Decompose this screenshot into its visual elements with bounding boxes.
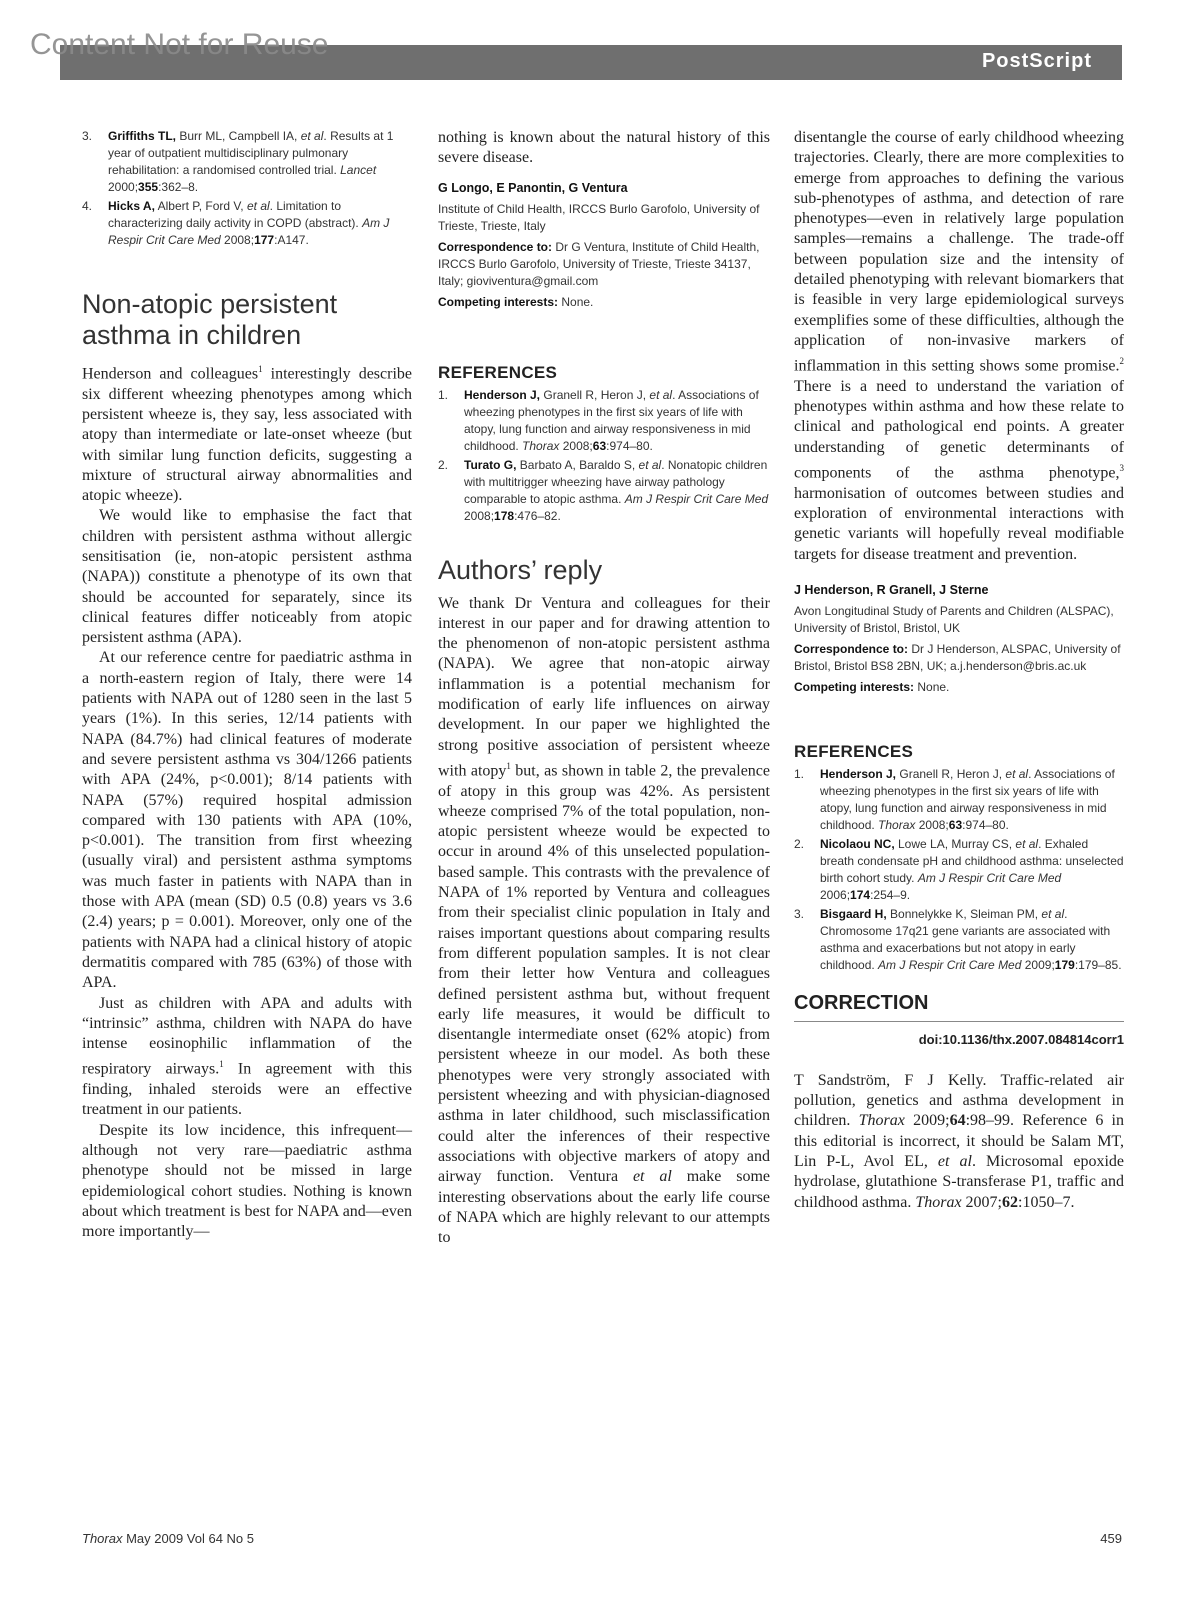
- ref-journal: Lancet: [340, 163, 377, 177]
- correspondence: [794, 641, 1124, 675]
- citation-sup: 1: [506, 760, 511, 771]
- competing-interests-text: None.: [914, 679, 950, 694]
- correspondence-label: Correspondence to:: [794, 641, 909, 656]
- text: make some interesting observations about the early life course of NAPA which are highly relevant to our attempts to: [438, 1168, 770, 1247]
- ref-text: . Associations of wheezing phenotypes in the first six years of life with atopy, lung function and airway responsiveness in mid childhood.: [464, 387, 759, 453]
- text: :98–99. Reference 6 in this editorial is incorrect, it should be Salam MT, Lin P-L, Avol EL,: [794, 1112, 1124, 1171]
- body-paragraph: At our reference centre for paediatric asthma in a north-eastern region of Italy, there were 14 patients with NAPA out of 1280 seen in the last 5 years (1%). In this series, 12/14 patients with NAPA (84.7%) had clinical features of moderate and severe persistent asthma vs 304/1266 patients with APA (24%, p<0.001); 8/14 patients with NAPA (57%) required hospital admission compared with 130 patients with APA (10%, p<0.001). The transition from first wheezing (usually viral) and persistent asthma symptoms was much faster in patients with NAPA than in those with APA (mean (SD) 0.5 (0.8) years vs 3.6 (2.4) years; p = 0.001). Moreover, only one of the patients with NAPA had a clinical history of atopic dermatitis compared with 785 (63%) of those with APA.: [82, 649, 412, 992]
- ref-author: Nicolaou NC,: [820, 836, 895, 851]
- ref-volume: 63: [592, 438, 607, 453]
- text: :1050–7.: [1018, 1193, 1075, 1211]
- correspondence: [438, 239, 770, 290]
- text: . Microsomal epoxide hydrolase, glutathione S-transferase P1, traffic and childhood asthma.: [794, 1153, 1124, 1211]
- section-label: PostScript: [981, 50, 1092, 72]
- reference-item: [438, 457, 770, 525]
- reference-list-top: [82, 128, 412, 249]
- ref-number: 2.: [794, 836, 805, 851]
- ref-journal: Am J Respir Crit Care Med: [878, 957, 1022, 972]
- ref-year: 2008;: [464, 508, 495, 523]
- ref-number: 4.: [82, 199, 93, 213]
- ref-author: Hicks A,: [108, 199, 155, 213]
- ref-volume: 355: [138, 180, 159, 194]
- ref-text: . Results at 1 year of outpatient multidisciplinary pulmonary rehabilitation: a randomised controlled trial.: [108, 129, 394, 177]
- author-affiliation: Institute of Child Health, IRCCS Burlo Garofolo, University of Trieste, Trieste, Italy: [438, 201, 760, 233]
- ref-volume: 178: [494, 508, 515, 523]
- ref-text: Burr ML, Campbell IA,: [176, 129, 301, 143]
- ref-number: 1.: [794, 766, 805, 781]
- correction-text: [794, 1071, 1124, 1213]
- footer-journal-info: [82, 1531, 254, 1546]
- journal-name: Thorax: [915, 1193, 962, 1211]
- ref-text: . Exhaled breath condensate pH and childhood asthma: unselected birth cohort study.: [820, 836, 1124, 885]
- body-paragraph: Despite its low incidence, this infrequent—although not very rare—paediatric asthma phenotype should not be missed in large epidemiological cohort studies. Nothing is known about which treatment is best for NAPA and—even more importantly—: [82, 1121, 412, 1241]
- footer-issue: May 2009 Vol 64 No 5: [122, 1531, 254, 1546]
- page-number: 459: [1100, 1531, 1122, 1546]
- ref-number: 3.: [794, 906, 805, 921]
- ref-year: 2008;: [915, 817, 949, 832]
- reference-list: [794, 766, 1124, 974]
- ref-number: 3.: [82, 129, 93, 143]
- reference-item: [794, 766, 1124, 834]
- volume: 62: [1002, 1193, 1018, 1211]
- competing-interests-label: Competing interests:: [794, 679, 915, 694]
- citation-sup: 1: [258, 364, 263, 374]
- references-heading: REFERENCES: [438, 362, 558, 382]
- letter-title: Non-atopic persistent asthma in children: [82, 289, 338, 350]
- ref-etal: et al: [649, 387, 673, 402]
- ref-text: . Chromosome 17q21 gene variants are associated with asthma and exacerbations but not atopy in early childhood.: [820, 906, 1111, 972]
- column-3: [794, 128, 1124, 1213]
- ref-author: Henderson J,: [464, 387, 541, 402]
- correction-heading: CORRECTION: [794, 992, 1124, 1022]
- ref-etal: et al: [638, 457, 662, 472]
- letter-authors: G Longo, E Panontin, G Ventura: [438, 180, 628, 195]
- ref-pages: :179–85.: [1074, 957, 1122, 972]
- text: T Sandström, F J Kelly. Traffic-related air pollution, genetics and asthma development in children.: [794, 1071, 1124, 1130]
- ref-author: Turato G,: [464, 457, 517, 472]
- correspondence-label: Correspondence to:: [438, 239, 553, 254]
- ref-number: 2.: [438, 457, 449, 472]
- ref-text: Granell R, Heron J,: [540, 387, 650, 402]
- watermark: Content Not for Reuse: [30, 28, 329, 61]
- correspondence-text: Dr J Henderson, ALSPAC, University of Bristol, Bristol BS8 2BN, UK; a.j.henderson@bris.ac.uk: [794, 641, 1121, 673]
- text: We thank Dr Ventura and colleagues for their interest in our paper and for drawing attention to the phenomenon of non-atopic persistent asthma (NAPA). We agree that non-atopic airway inflammation is a potential mechanism for modification of early life influences on airway development. In our paper we highlighted the strong positive association of persistent wheeze with atopy: [438, 594, 770, 780]
- column-2: [438, 128, 770, 1248]
- ref-journal: Am J Respir Crit Care Med: [624, 491, 769, 506]
- ref-etal: et al: [1041, 906, 1065, 921]
- text: 2007;: [961, 1193, 1002, 1211]
- citation-sup: 3: [1119, 463, 1124, 474]
- text: In agreement with this finding, inhaled steroids were an effective treatment in our patients.: [82, 1060, 413, 1119]
- ref-pages: :254–9.: [870, 887, 911, 902]
- ref-year: 2008;: [559, 438, 593, 453]
- ref-journal: Am J Respir Crit Care Med: [108, 216, 390, 247]
- ref-volume: 177: [254, 233, 275, 247]
- ref-text: Barbato A, Baraldo S,: [516, 457, 639, 472]
- text: interestingly describe six different wheezing phenotypes among which persistent wheeze is, they say, less associated with atopy than intermediate or late-onset wheeze (but with similar lung function deficits, suggesting a mixture of structural airway abnormalities and atopic wheeze).: [82, 365, 412, 505]
- ref-journal: Thorax: [878, 817, 916, 832]
- reference-item: [794, 836, 1124, 904]
- text: 2009;: [904, 1112, 950, 1130]
- text: Just as children with APA and adults with “intrinsic” asthma, children with NAPA do have intense eosinophilic inflammation of the respiratory airways.: [82, 994, 412, 1078]
- ref-year: 2000;: [108, 180, 139, 194]
- reply-authors: J Henderson, R Granell, J Sterne: [794, 582, 989, 597]
- ref-text: . Nonatopic children with multitrigger wheezing have airway pathology comparable to atopic asthma.: [464, 457, 768, 506]
- text: There is a need to understand the variation of phenotypes within asthma and how these relate to clinical and pathological end points. A greater understanding of genetic determinants of components of the asthma phenotype,: [794, 377, 1124, 482]
- text-etal: et al: [937, 1153, 972, 1171]
- ref-text: Bonnelykke K, Sleiman PM,: [886, 906, 1042, 921]
- ref-pages: :A147.: [274, 233, 309, 247]
- ref-author: Griffiths TL,: [108, 129, 176, 143]
- body-paragraph: nothing is known about the natural history of this severe disease.: [438, 129, 770, 167]
- ref-etal: et al: [1015, 836, 1039, 851]
- volume: 64: [949, 1112, 966, 1130]
- ref-text: Granell R, Heron J,: [896, 766, 1006, 781]
- ref-year: 2006;: [820, 887, 851, 902]
- correction-doi: doi:10.1136/thx.2007.084814corr1: [918, 1031, 1124, 1047]
- ref-etal: et al: [1005, 766, 1029, 781]
- correspondence-text: Dr G Ventura, Institute of Child Health, IRCCS Burlo Garofolo, University of Trieste, Trieste 34137, Italy; gioviventura@gmail.com: [438, 239, 760, 288]
- body-paragraph: [82, 359, 412, 506]
- citation-sup: 1: [219, 1059, 224, 1070]
- ref-author: Henderson J,: [820, 766, 897, 781]
- text: Henderson and colleagues: [82, 365, 259, 383]
- competing-interests-label: Competing interests:: [438, 294, 559, 309]
- ref-pages: :974–80.: [606, 438, 653, 453]
- ref-journal: Thorax: [522, 438, 560, 453]
- competing-interests: [438, 294, 770, 311]
- competing-interests-text: None.: [558, 294, 594, 309]
- ref-volume: 174: [850, 887, 871, 902]
- ref-pages: :974–80.: [962, 817, 1009, 832]
- reference-list: [438, 387, 770, 525]
- references-heading: REFERENCES: [794, 741, 914, 761]
- reference-item: [794, 906, 1124, 974]
- ref-pages: :476–82.: [514, 508, 561, 523]
- reply-title: Authors’ reply: [438, 554, 603, 585]
- ref-number: 1.: [438, 387, 449, 402]
- reference-item: [82, 128, 412, 196]
- ref-text: . Associations of wheezing phenotypes in the first six years of life with atopy, lung function and airway responsiveness in mid childhood.: [820, 766, 1115, 832]
- column-1: [82, 128, 412, 1242]
- ref-volume: 179: [1054, 957, 1075, 972]
- body-paragraph: [82, 994, 412, 1121]
- ref-year: 2008;: [220, 233, 255, 247]
- journal-name: Thorax: [858, 1112, 905, 1130]
- ref-text: Albert P, Ford V,: [154, 199, 247, 213]
- text-etal: et al: [632, 1168, 672, 1186]
- citation-sup: 2: [1119, 356, 1124, 367]
- text: but, as shown in table 2, the prevalence of atopy in this group was 42%. As persistent wheeze comprised 7% of the total population, non-atopic persistent wheeze would be expected to occur in around 4% of this unselected population-based sample. This contrasts with the prevalence of NAPA of 1% reported by Ventura and colleagues from their specialist clinic population in Italy and raises important questions about comparing results from different population samples. It is not clear from their letter how Ventura and colleagues defined persistent asthma but, without frequent early life measures, it would be difficult to disentangle intermediate onset (62% atopic) from persistent wheeze in our model. As both these phenotypes were very strongly associated with persistent wheezing and with physician-diagnosed asthma in later childhood, such misclassification could alter the inferences of their respective associations with objective markers of atopy and airway function. Ventura: [438, 762, 770, 1186]
- text: disentangle the course of early childhood wheezing trajectories. Clearly, there are more complexities to emerge from approaches to defining the various sub-phenotypes of asthma, and detection of rare phenotypes—even in relatively large population samples—remains a challenge. The trade-off between population size and the intensity of detailed phenotyping with relevant biomarkers that is feasible in very large epidemiological surveys exemplifies some of these difficulties, although the application of non-invasive markers of inflammation in this setting shows some promise.: [794, 129, 1124, 375]
- text: harmonisation of outcomes between studies and exploration of environmental interactions with genetic variants will hopefully reveal modifiable targets for disease treatment and prevention.: [794, 484, 1124, 563]
- competing-interests: [794, 679, 1124, 696]
- body-paragraph: We would like to emphasise the fact that children with persistent asthma without allergic sensitisation (ie, non-atopic persistent asthma (NAPA)) constitute a phenotype of its own that should be accounted for separately, since its clinical features differ noticeably from atopic persistent asthma (APA).: [82, 507, 412, 647]
- ref-etal: et al: [246, 199, 270, 213]
- ref-text: . Limitation to characterizing daily activity in COPD (abstract).: [108, 199, 363, 230]
- ref-pages: :362–8.: [158, 180, 199, 194]
- body-paragraph: [794, 128, 1124, 565]
- ref-volume: 63: [948, 817, 963, 832]
- ref-etal: et al: [300, 129, 324, 143]
- footer-journal: Thorax: [82, 1531, 123, 1546]
- ref-text: Lowe LA, Murray CS,: [894, 836, 1016, 851]
- reference-item: [82, 198, 412, 249]
- ref-author: Bisgaard H,: [820, 906, 887, 921]
- body-paragraph: [438, 594, 770, 1249]
- ref-year: 2009;: [1021, 957, 1055, 972]
- ref-journal: Am J Respir Crit Care Med: [917, 870, 1062, 885]
- reference-item: [438, 387, 770, 455]
- author-affiliation: Avon Longitudinal Study of Parents and Children (ALSPAC), University of Bristol, Bristol, UK: [794, 603, 1114, 635]
